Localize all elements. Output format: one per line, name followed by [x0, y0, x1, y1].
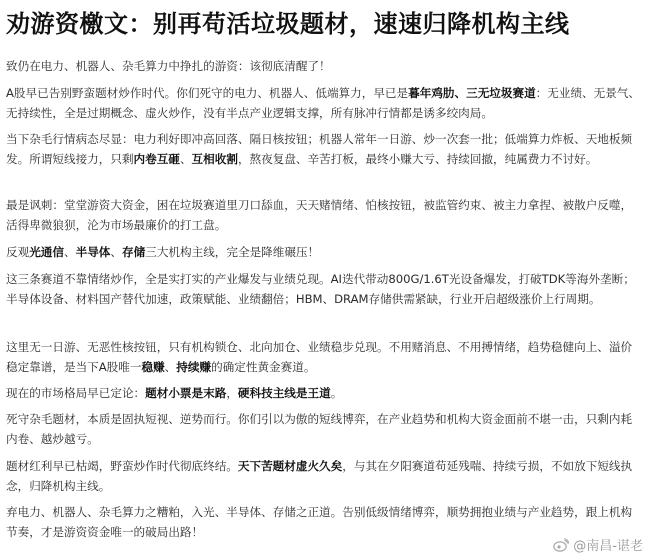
bold-text: 暮年鸡肋、三无垃圾赛道 [408, 86, 536, 100]
bold-text: 天下苦题材虚火久矣 [237, 459, 343, 473]
bold-text: 内卷互砸 [133, 151, 180, 166]
text-run: 这三条赛道不靠情绪炒作，全是实打实的产业爆发与业绩兑现。AI迭代带动800G/1.6T光设备爆发，打破TDK等海外垄断；半导体设备、材料国产替代加速，政策赋能、业绩翻倍；HBM、DRAM存储供需紧缺，行业开启超级涨价上行周期。 [6, 272, 635, 306]
paragraph-10 [6, 457, 642, 496]
text-run: ：无业绩、无景气、无持续性，全是过期概念、虚火炒作，没有半点产业逻辑支撑，所有脉冲行情都是诱多绞肉局。 [6, 86, 641, 120]
text-run: 题材红利早已枯竭，野蛮炒作时代彻底终结。 [6, 459, 238, 473]
watermark-text: @南昌-谌老 [573, 539, 643, 554]
text-run: 弃电力、机器人、杂毛算力之糟粕，入光、半导体、存储之正道。告别低级情绪博弈，顺势拥抱业绩与产业趋势，跟上机构节奏，才是游资资金唯一的破局出路！ [6, 505, 633, 539]
bold-text: 半导体 [75, 245, 111, 259]
paragraph-3 [6, 130, 642, 169]
bold-text: 题材小票是末路 [145, 386, 227, 400]
text-run: ，与其在夕阳赛道苟延残喘、持续亏损，不如放下短线执念，归降机构主线。 [6, 459, 633, 493]
bold-text: 存储 [122, 245, 146, 259]
paragraph-7 [6, 338, 642, 377]
text-run: 、 [64, 245, 76, 259]
paragraph-1 [6, 57, 642, 77]
text-run: 现在的市场格局早已定论： [6, 386, 146, 400]
text-run: 这里无一日游、无恶性核按钮，只有机构锁仓、北向加仓、业绩稳步兑现。不用赌消息、不用搏情绪，趋势稳健向上、溢价稳定靠谱，是当下A股唯一 [6, 340, 633, 374]
text-run: 、 [164, 359, 177, 374]
text-run: 致仍在电力、机器人、杂毛算力中挣扎的游资：该彻底清醒了！ [6, 59, 331, 73]
text-run: 最是讽刺：堂堂游资大资金，困在垃圾赛道里刀口舔血，天天赌情绪、怕核按钮，被监管约束、被主力拿捏、被散户反噬，活得卑微狼狈，沦为市场最廉价的打工盘。 [6, 198, 633, 232]
text-run: 当下杂毛行情病态尽显：电力利好即冲高回落、隔日核按钮；机器人常年一日游、炒一次套一批；低端算力炸板、天地板频发。所谓短线接力，只剩 [6, 132, 633, 166]
text-run: 反观 [6, 245, 30, 259]
paragraph-6 [6, 270, 642, 309]
weibo-watermark [553, 535, 643, 554]
weibo-icon [553, 538, 569, 552]
bold-text: 互相收割 [191, 151, 238, 166]
text-run: 死守杂毛题材，本质是固执短视、逆势而行。你们引以为傲的短线博弈，在产业趋势和机构大资金面前不堪一击，只剩内耗内卷、越炒越亏。 [6, 412, 633, 446]
text-run: 三大机构主线，完全是降维碾压！ [145, 245, 320, 259]
text-run: ， [226, 386, 238, 400]
bold-text: 硬科技主线是王道 [237, 386, 331, 400]
bold-text: 光通信 [29, 245, 64, 259]
paragraph-8 [6, 384, 642, 404]
article-title: 劝游资檄文：别再苟活垃圾题材，速速归降机构主线 [6, 10, 570, 38]
text-run: ，熬夜复盘、辛苦打板，最终小赚大亏、持续回撤，纯属费力不讨好。 [237, 151, 598, 166]
paragraph-4 [6, 196, 642, 235]
paragraph-9 [6, 410, 642, 449]
paragraph-2 [6, 84, 642, 123]
text-run: 。 [330, 386, 343, 400]
text-run: A股早已告别野蛮题材炒作时代。你们死守的电力、机器人、低端算力，早已是 [6, 86, 409, 100]
text-run: 、 [179, 151, 192, 166]
text-run: 、 [110, 245, 123, 259]
paragraph-5 [6, 243, 642, 263]
bold-text: 稳赚 [141, 359, 165, 374]
paragraph-11 [6, 503, 642, 542]
bold-text: 持续赚 [176, 359, 212, 374]
text-run: 的确定性黄金赛道。 [211, 359, 316, 374]
